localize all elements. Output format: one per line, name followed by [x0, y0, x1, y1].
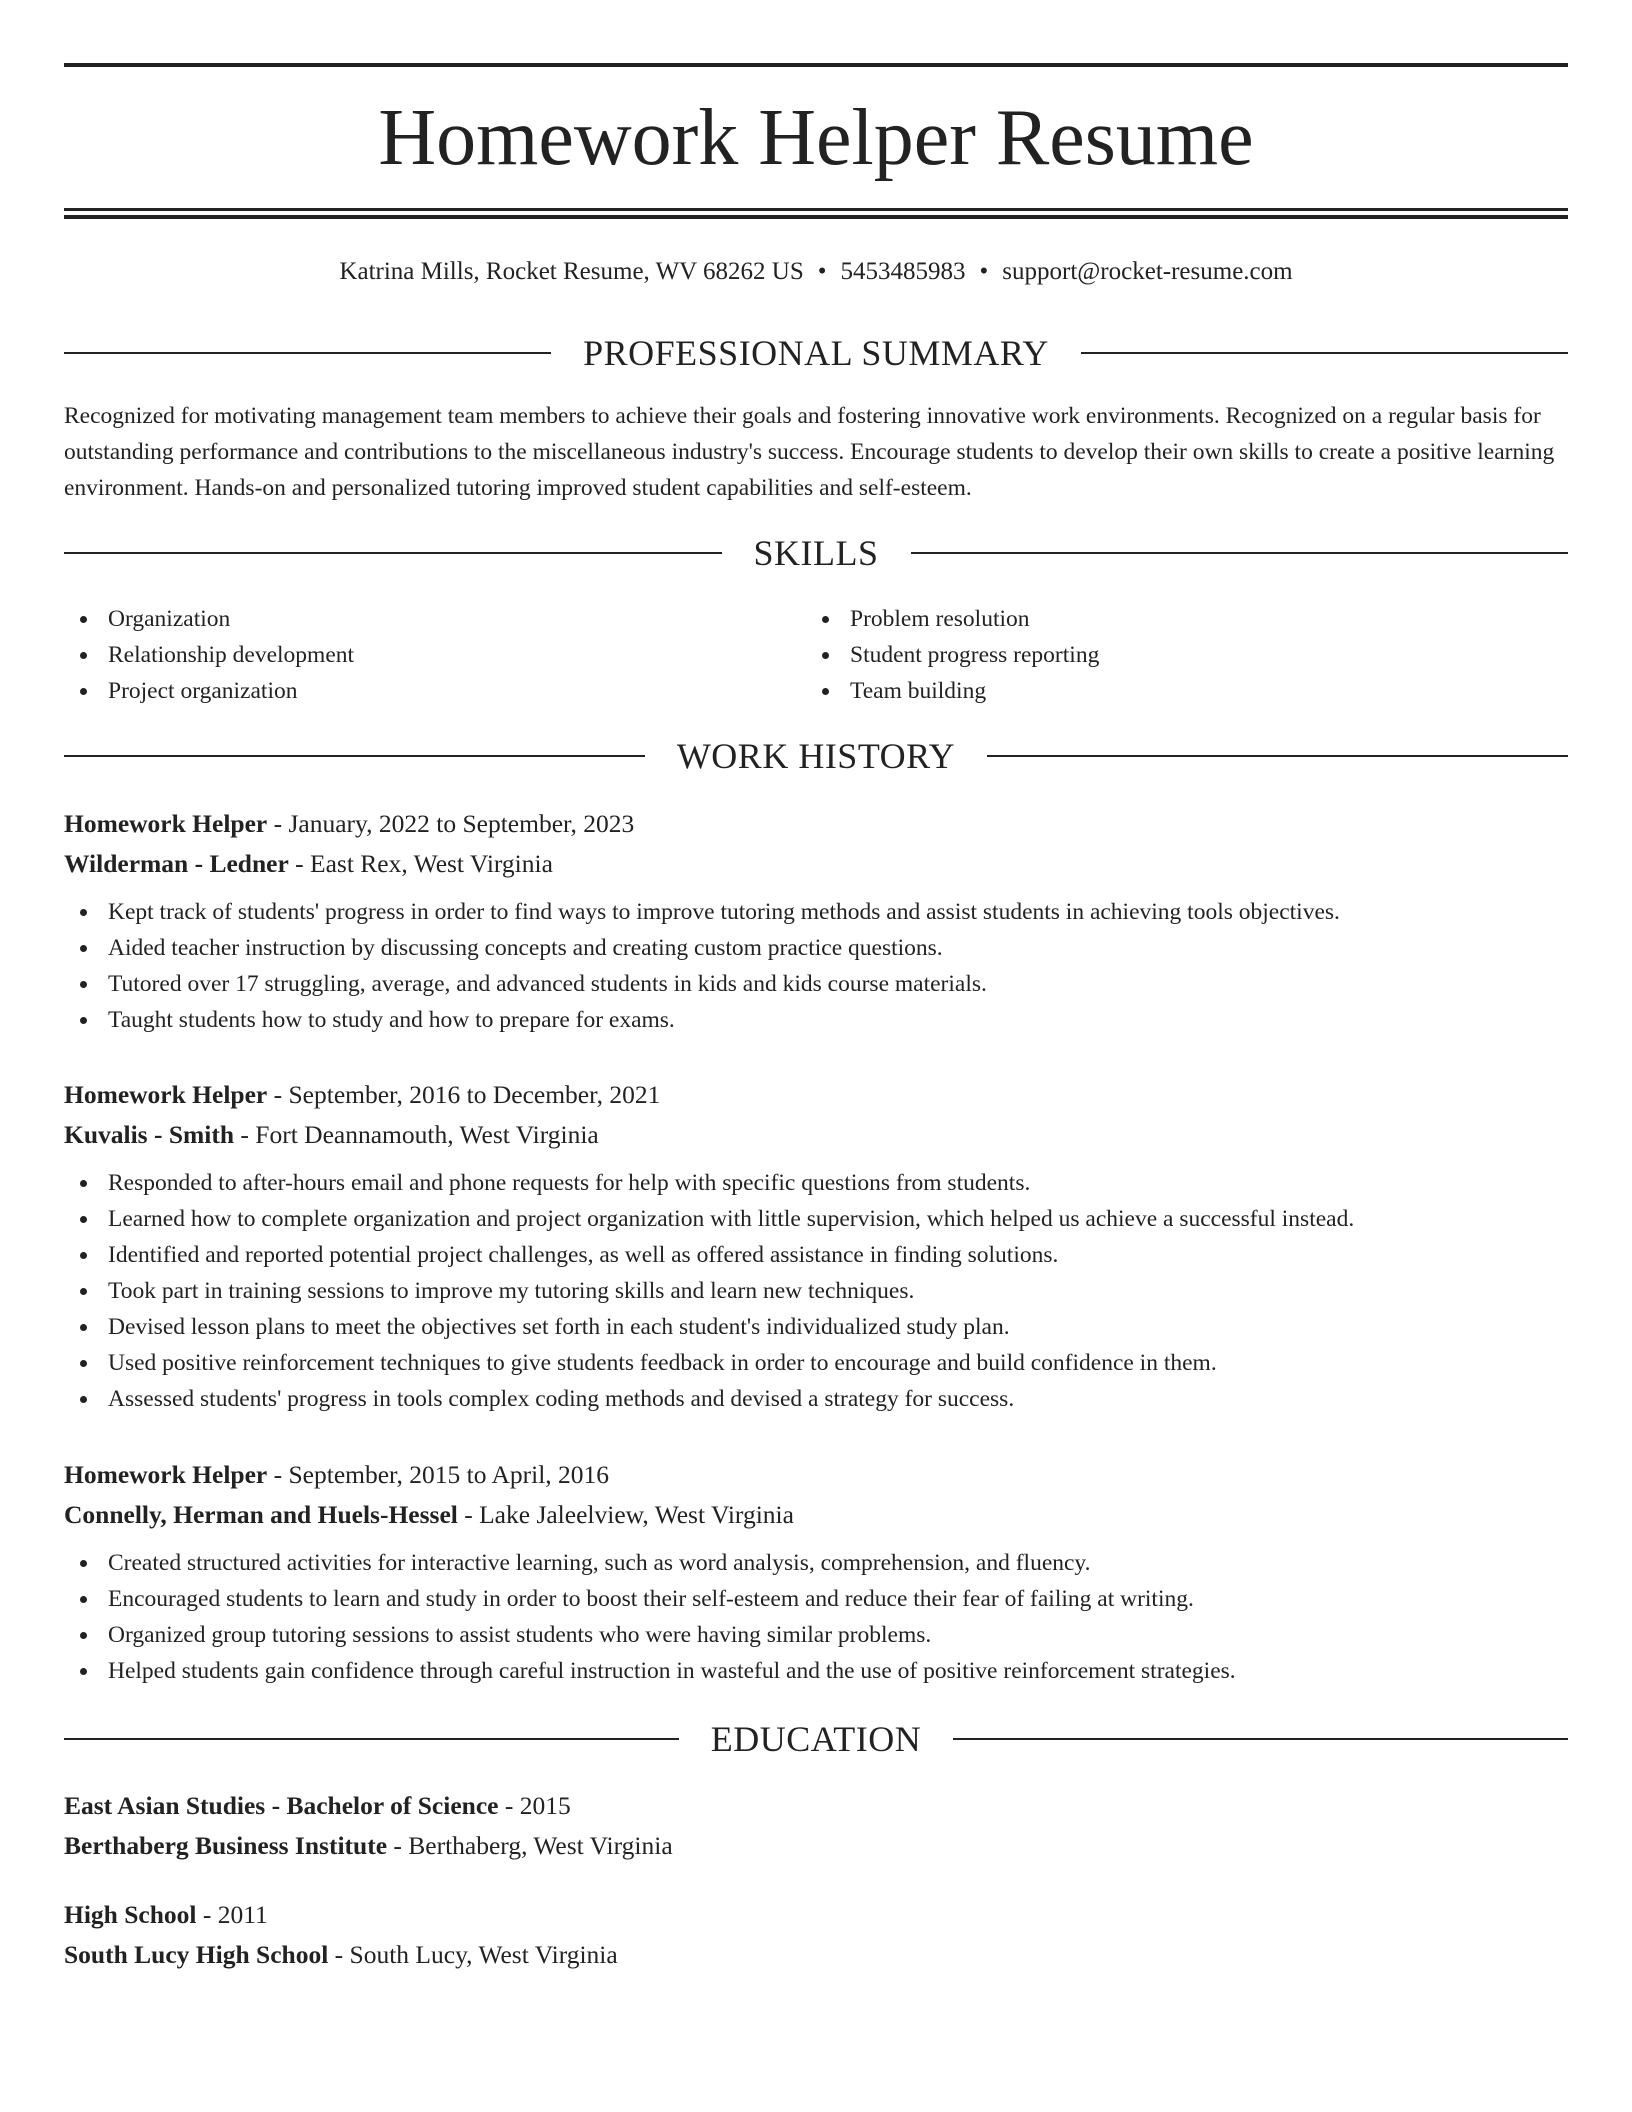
job-title: Homework Helper [64, 1460, 268, 1489]
edu-school: Berthaberg Business Institute [64, 1831, 388, 1860]
contact-email: support@rocket-resume.com [1002, 258, 1293, 285]
job-bullet: Aided teacher instruction by discussing concepts and creating custom practice questions. [64, 930, 1568, 966]
job-employer-line [64, 1495, 1568, 1535]
job-bullet: Helped students gain confidence through careful instruction in wasteful and the use of positive reinforcement strategies. [64, 1653, 1568, 1689]
job-bullet: Assessed students' progress in tools complex coding methods and devised a strategy for success. [64, 1381, 1568, 1417]
job-dates: - September, 2015 to April, 2016 [267, 1460, 610, 1489]
job-location: - Fort Deannamouth, West Virginia [234, 1120, 599, 1149]
section-title-summary: PROFESSIONAL SUMMARY [583, 333, 1049, 373]
section-rule-left [64, 1738, 679, 1740]
section-rule-right [987, 755, 1568, 757]
edu-degree-line [64, 1895, 1568, 1935]
job-bullet: Used positive reinforcement techniques to give students feedback in order to encourage and build confidence in them. [64, 1345, 1568, 1381]
job-dates: - January, 2022 to September, 2023 [267, 809, 635, 838]
edu-degree-line [64, 1786, 1568, 1826]
job-bullet: Organized group tutoring sessions to assist students who were having similar problems. [64, 1617, 1568, 1653]
job-bullet: Identified and reported potential project challenges, as well as offered assistance in finding solutions. [64, 1237, 1568, 1273]
edu-year: - 2011 [196, 1900, 268, 1929]
job-bullet: Created structured activities for interactive learning, such as word analysis, comprehension, and fluency. [64, 1545, 1568, 1581]
section-rule-left [64, 352, 551, 354]
job-location: - Lake Jaleelview, West Virginia [457, 1500, 794, 1529]
education-entry [64, 1786, 1568, 1866]
section-title-education: EDUCATION [710, 1719, 922, 1759]
job-bullet: Devised lesson plans to meet the objectives set forth in each student's individualized study plan. [64, 1309, 1568, 1345]
skill-item: Project organization [64, 673, 764, 709]
section-rule-left [64, 552, 722, 554]
contact-address: Katrina Mills, Rocket Resume, WV 68262 US [339, 258, 804, 285]
section-title-work: WORK HISTORY [676, 736, 956, 776]
edu-school-line [64, 1935, 1568, 1975]
skill-item: Relationship development [64, 637, 764, 673]
job-company: Connelly, Herman and Huels-Hessel [64, 1500, 458, 1529]
skill-item: Organization [64, 601, 764, 637]
edu-location: - South Lucy, West Virginia [328, 1940, 618, 1969]
edu-location: - Berthaberg, West Virginia [387, 1831, 673, 1860]
education-entry [64, 1895, 1568, 1975]
job-entry [64, 804, 1568, 1038]
skill-item: Student progress reporting [806, 637, 1506, 673]
job-bullet: Took part in training sessions to improve my tutoring skills and learn new techniques. [64, 1273, 1568, 1309]
job-bullet: Responded to after-hours email and phone requests for help with specific questions from students. [64, 1165, 1568, 1201]
resume-title: Homework Helper Resume [378, 94, 1254, 182]
section-title-skills: SKILLS [753, 533, 879, 573]
edu-school-line [64, 1826, 1568, 1866]
edu-year: - 2015 [498, 1791, 571, 1820]
job-bullet: Learned how to complete organization and project organization with little supervision, which helped us achieve a successful instead. [64, 1201, 1568, 1237]
section-header-skills [64, 528, 1568, 578]
section-rule-right [953, 1738, 1568, 1740]
job-location: - East Rex, West Virginia [288, 849, 553, 878]
job-bullets [64, 894, 1568, 1038]
section-rule-right [911, 552, 1569, 554]
job-title-line [64, 1075, 1568, 1115]
job-employer-line [64, 844, 1568, 884]
section-header-work [64, 731, 1568, 781]
job-bullet: Taught students how to study and how to prepare for exams. [64, 1002, 1568, 1038]
skill-item: Team building [806, 673, 1506, 709]
job-bullet: Encouraged students to learn and study in order to boost their self-esteem and reduce their fear of failing at writing. [64, 1581, 1568, 1617]
contact-line [64, 254, 1568, 290]
job-title-line [64, 1455, 1568, 1495]
job-title-line [64, 804, 1568, 844]
section-header-education [64, 1714, 1568, 1764]
job-bullet: Kept track of students' progress in order to find ways to improve tutoring methods and assist students in achieving tools objectives. [64, 894, 1568, 930]
job-title: Homework Helper [64, 1080, 268, 1109]
edu-degree: High School [64, 1900, 197, 1929]
job-bullets [64, 1545, 1568, 1689]
job-dates: - September, 2016 to December, 2021 [267, 1080, 661, 1109]
job-bullets [64, 1165, 1568, 1417]
skill-item: Problem resolution [806, 601, 1506, 637]
job-entry [64, 1455, 1568, 1689]
skills-list-right [806, 601, 1506, 709]
job-entry [64, 1075, 1568, 1417]
section-header-summary [64, 328, 1568, 378]
job-bullet: Tutored over 17 struggling, average, and advanced students in kids and kids course materials. [64, 966, 1568, 1002]
job-company: Wilderman - Ledner [64, 849, 289, 878]
contact-separator: • [817, 258, 827, 285]
title-double-rule [64, 208, 1568, 219]
job-company: Kuvalis - Smith [64, 1120, 235, 1149]
contact-separator: • [979, 258, 989, 285]
section-rule-left [64, 755, 645, 757]
edu-school: South Lucy High School [64, 1940, 329, 1969]
edu-degree: East Asian Studies - Bachelor of Science [64, 1791, 499, 1820]
summary-text: Recognized for motivating management team members to achieve their goals and fostering innovative work environments. Recognized on a regular basis for outstanding performance and contributions to the miscellaneous industry's success. Encourage students to develop their own skills to create a positive learning environment. Hands-on and personalized tutoring improved student capabilities and self-esteem. [64, 403, 1555, 501]
job-title: Homework Helper [64, 809, 268, 838]
section-rule-right [1081, 352, 1568, 354]
job-employer-line [64, 1115, 1568, 1155]
top-rule [64, 63, 1568, 67]
skills-list-left [64, 601, 764, 709]
contact-phone: 5453485983 [840, 258, 966, 285]
